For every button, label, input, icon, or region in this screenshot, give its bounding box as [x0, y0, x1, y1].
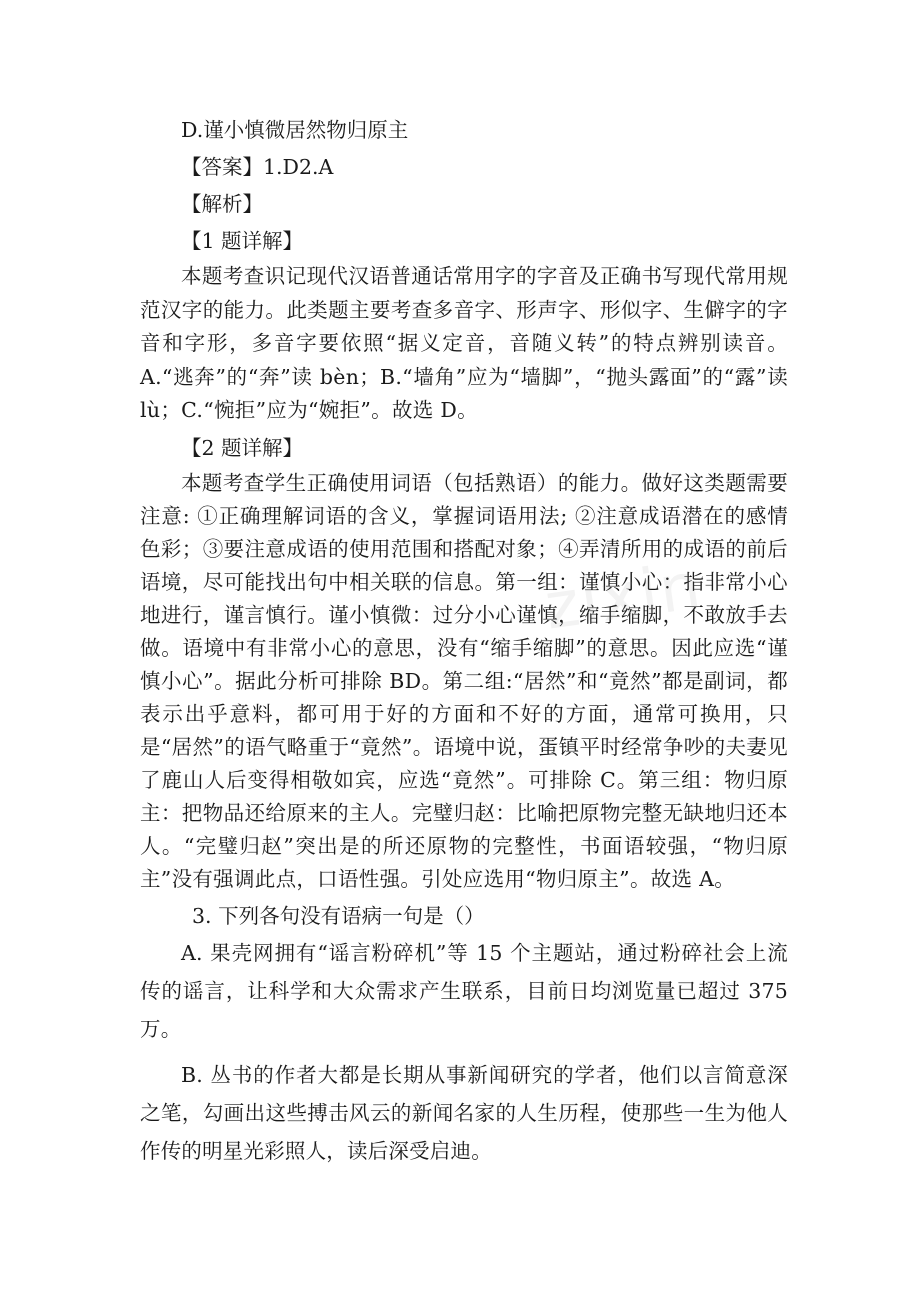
question-3-option-a: A. 果壳网拥有“谣言粉碎机”等 15 个主题站，通过粉碎社会上流传的谣言，让科学和大众需求产生联系，目前日均浏览量已超过 375 万。 [140, 940, 788, 1041]
q2-explanation: 本题考查学生正确使用词语（包括熟语）的能力。做好这类题需要注意: ①正确理解词语的含义，掌握词语用法; ②注意成语潜在的感情色彩；③要注意成语的使用范围和搭配对象；④弄清所用的成语的前后语境，尽可能找出句中相关联的信息。第一组：谨慎小心：指非常小心地进行，谨言慎行。谨小慎微：过分小心谨慎，缩手缩脚，不敢放手去做。语境中有非常小心的意思，没有“缩手缩脚”的意思。因此应选“谨慎小心”。据此分析可排除 BD。第二组:“居然”和“竟然”都是副词，都表示出乎意料，都可用于好的方面和不好的方面，通常可换用，只是“居然”的语气略重于“竟然”。语境中说，蛋镇平时经常争吵的夫妻见了鹿山人后变得相敬如宾，应选“竟然”。可排除 C。第三组：物归原主：把物品还给原来的主人。完璧归赵：比喻把原物完整无缺地归还本人。“完璧归赵”突出是的所还原物的完整性，书面语较强，“物归原主”没有强调此点，口语性强。引处应选用“物归原主”。故选 A。 [140, 470, 788, 891]
q2-heading: 【2 题详解】 [181, 435, 304, 460]
q1-explanation: 本题考查识记现代汉语普通话常用字的字音及正确书写现代常用规范汉字的能力。此类题主要考查多音字、形声字、形似字、生僻字的字音和字形，多音字要依照“据义定音，音随义转”的特点辨别读音。A.“逃奔”的“奔”读 bèn；B.“墙角”应为“墙脚”，“抛头露面”的“露”读 lù；C.“惋拒”应为“婉拒”。故选 D。 [140, 264, 788, 422]
document-page [140, 112, 788, 1170]
question-3-title: 3. 下列各句没有语病一句是（） [192, 903, 485, 928]
option-d-previous: D.谨小慎微居然物归原主 [181, 118, 409, 142]
watermark: zixin [540, 549, 707, 645]
analysis-heading: 【解析】 [181, 192, 263, 216]
answer-line: 【答案】1.D2.A [181, 155, 334, 179]
question-3-option-b: B. 丛书的作者大都是长期从事新闻研究的学者，他们以言简意深之笔，勾画出这些搏击风云的新闻名家的人生历程，使那些一生为他人作传的明星光彩照人，读后深受启迪。 [140, 1062, 788, 1163]
q1-heading: 【1 题详解】 [181, 229, 304, 253]
